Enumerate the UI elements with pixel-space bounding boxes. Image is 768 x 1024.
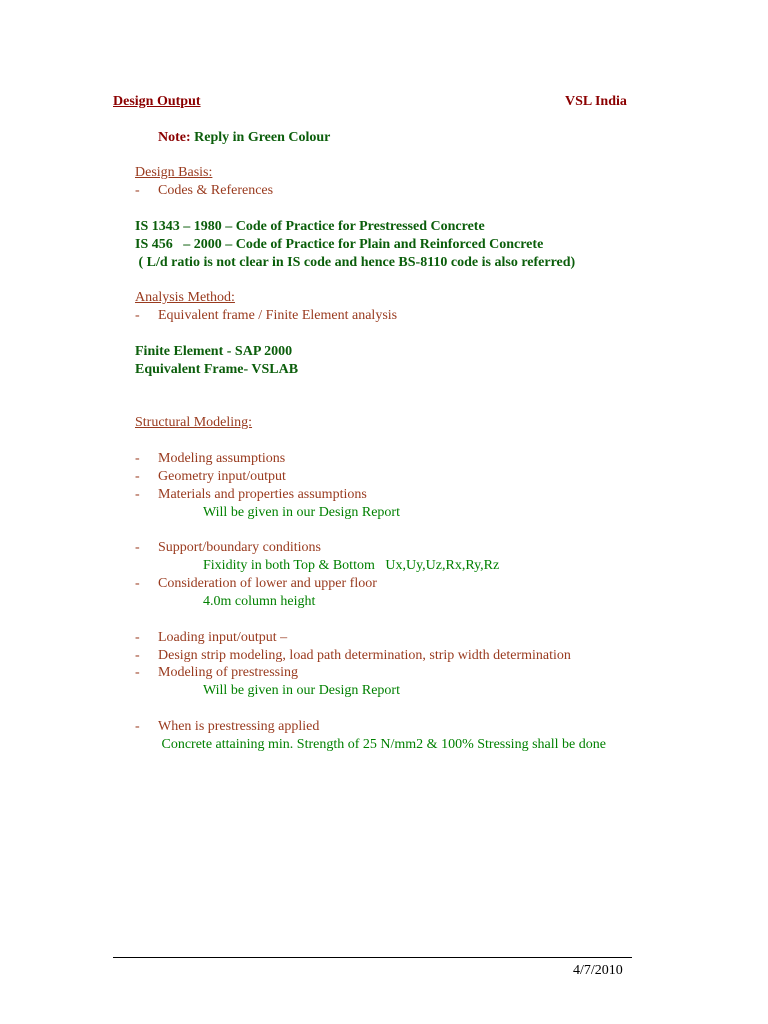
bullet-dash: - — [135, 540, 140, 555]
modeling-item: Modeling assumptions — [158, 451, 286, 466]
design-basis-heading: Design Basis: — [135, 165, 213, 180]
code-line-3: ( L/d ratio is not clear in IS code and hence BS-8110 code is also referred) — [135, 255, 576, 270]
bullet-dash: - — [135, 648, 140, 663]
analysis-reply-2: Equivalent Frame- VSLAB — [135, 362, 299, 377]
modeling-item: When is prestressing applied — [158, 719, 320, 734]
note-line — [158, 129, 330, 147]
document-title: Design Output — [113, 94, 201, 109]
analysis-method-heading: Analysis Method: — [135, 290, 235, 305]
code-line-2: IS 456 – 2000 – Code of Practice for Plain and Reinforced Concrete — [135, 237, 544, 252]
analysis-method-item: Equivalent frame / Finite Element analysis — [158, 308, 398, 323]
modeling-item: Support/boundary conditions — [158, 540, 321, 555]
modeling-item: Loading input/output – — [158, 630, 288, 645]
modeling-item: Modeling of prestressing — [158, 665, 298, 680]
analysis-reply-1: Finite Element - SAP 2000 — [135, 344, 293, 359]
bullet-dash: - — [135, 576, 140, 591]
bullet-dash: - — [135, 469, 140, 484]
footer-date: 4/7/2010 — [573, 963, 623, 978]
modeling-item: Design strip modeling, load path determination, strip width determination — [158, 648, 571, 663]
footer-rule — [113, 957, 632, 958]
modeling-item: Geometry input/output — [158, 469, 286, 484]
modeling-item: Materials and properties assumptions — [158, 487, 367, 502]
modeling-reply: 4.0m column height — [203, 594, 316, 609]
bullet-dash: - — [135, 665, 140, 680]
modeling-reply: Fixidity in both Top & Bottom Ux,Uy,Uz,Rx,Ry,Rz — [203, 558, 500, 573]
note-label: Note: — [158, 130, 191, 145]
note-text: Reply in Green Colour — [194, 130, 331, 145]
modeling-reply: Concrete attaining min. Strength of 25 N/mm2 & 100% Stressing shall be done — [158, 737, 606, 752]
bullet-dash: - — [135, 183, 140, 198]
modeling-reply: Will be given in our Design Report — [203, 683, 400, 698]
bullet-dash: - — [135, 451, 140, 466]
structural-modeling-heading: Structural Modeling: — [135, 415, 253, 430]
bullet-dash: - — [135, 719, 140, 734]
code-line-1: IS 1343 – 1980 – Code of Practice for Prestressed Concrete — [135, 219, 485, 234]
bullet-dash: - — [135, 308, 140, 323]
bullet-dash: - — [135, 487, 140, 502]
design-basis-item: Codes & References — [158, 183, 274, 198]
modeling-item: Consideration of lower and upper floor — [158, 576, 377, 591]
modeling-reply: Will be given in our Design Report — [203, 505, 400, 520]
bullet-dash: - — [135, 630, 140, 645]
company-name: VSL India — [565, 94, 627, 109]
